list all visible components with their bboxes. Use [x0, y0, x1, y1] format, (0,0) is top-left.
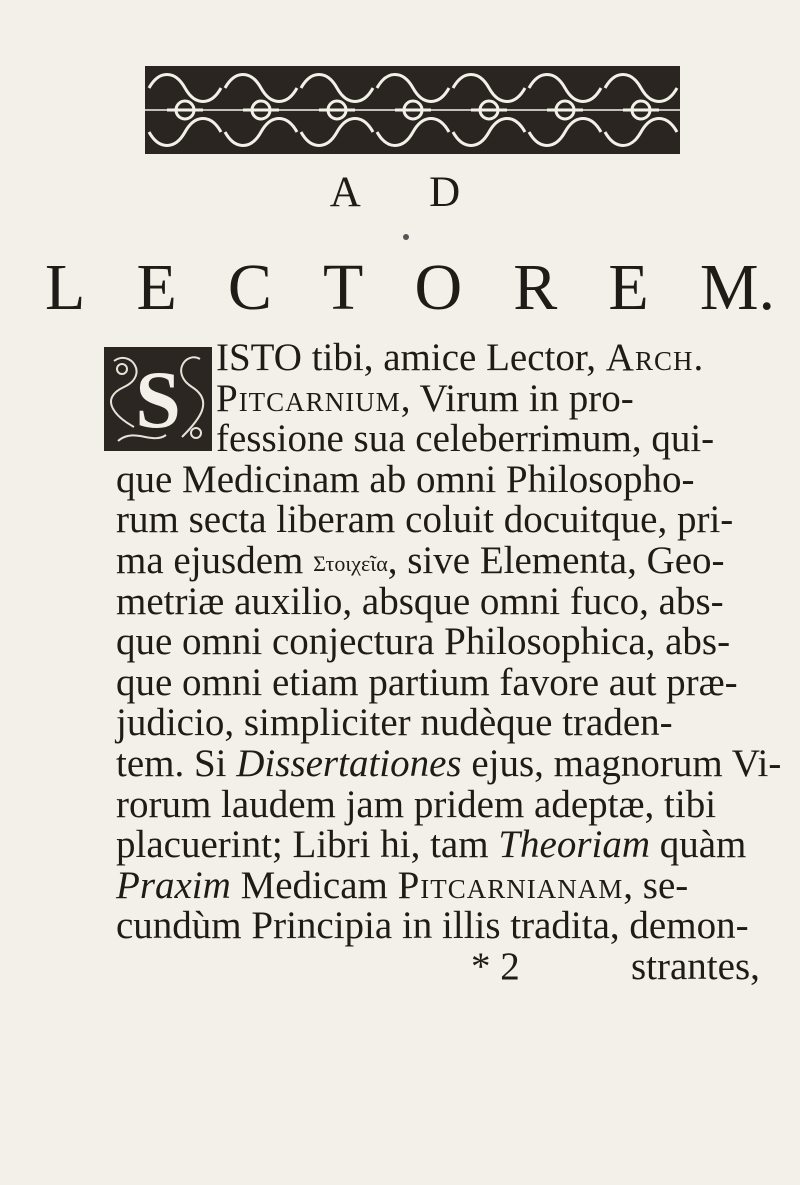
text-line: placuerint; Libri hi, tam Theoriam quàm	[116, 823, 747, 867]
heading-ad: A D	[329, 169, 491, 216]
heading-letter: T	[323, 251, 364, 324]
heading-letter: C	[227, 251, 272, 324]
text-line: fessione sua celeberrimum, qui-	[216, 417, 715, 461]
catchword: strantes,	[631, 944, 760, 988]
preface-text	[116, 336, 782, 988]
text-line: que omni etiam partium favore aut præ-	[116, 660, 738, 704]
signature-mark: * 2	[471, 944, 520, 988]
fleuron-dot	[403, 234, 409, 240]
heading-letter: O	[414, 251, 463, 324]
text-line: Praxim Medicam Pitcarnianam, se-	[116, 863, 689, 907]
text-line: rum secta liberam coluit docuitque, pri-	[116, 498, 734, 542]
svg-text:S: S	[135, 354, 181, 445]
text-line: Pitcarnium, Virum in pro-	[216, 376, 634, 420]
text-line: rorum laudem jam pridem adeptæ, tibi	[116, 782, 717, 826]
heading-lectorem	[45, 250, 775, 326]
text-line: cundùm Principia in illis tradita, demon-	[116, 904, 749, 948]
heading-letter: M.	[699, 251, 775, 324]
heading-letter: L	[45, 251, 86, 324]
page-footer	[116, 944, 776, 988]
printers-ornament-band	[145, 66, 680, 154]
text-line: judicio, simpliciter nudèque traden-	[116, 701, 673, 745]
text-line: que omni conjectura Philosophica, abs-	[116, 620, 731, 664]
heading-letter: E	[608, 251, 649, 324]
text-line: tem. Si Dissertationes ejus, magnorum Vi-	[116, 741, 782, 785]
heading-letter: E	[136, 251, 177, 324]
heading-letter: R	[513, 251, 558, 324]
text-line: que Medicinam ab omni Philosopho-	[116, 457, 695, 501]
text-line: metriæ auxilio, absque omni fuco, abs-	[116, 579, 724, 623]
text-line: ISTO tibi, amice Lector, Arch.	[216, 336, 705, 379]
text-line: ma ejusdem Στοιχεῖα, sive Elementa, Geo-	[116, 538, 725, 582]
